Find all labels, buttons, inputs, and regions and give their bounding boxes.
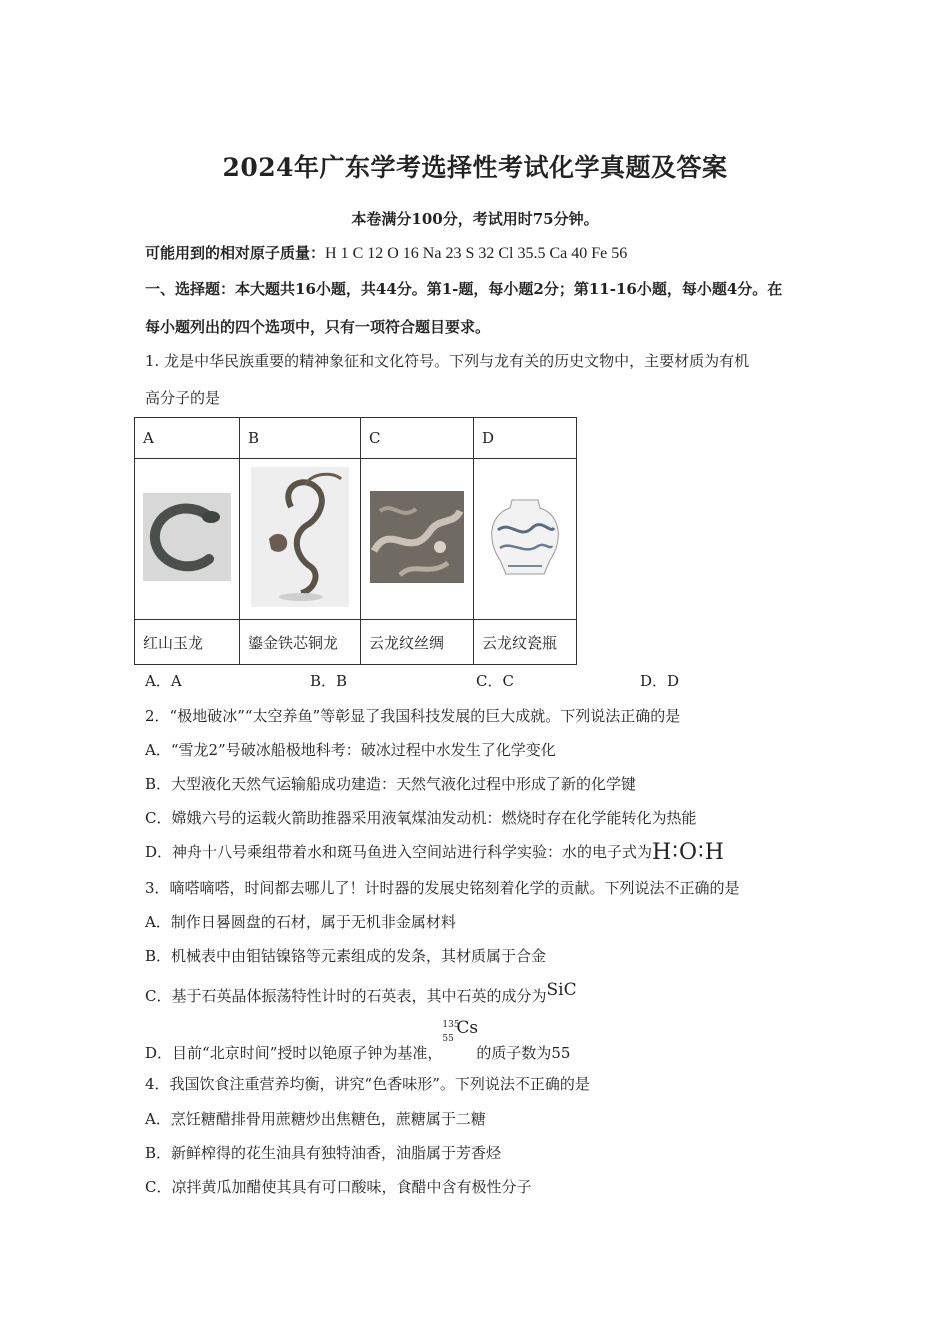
table-header-a: A	[135, 418, 240, 459]
q3-option-c-text: C．基于石英晶体振荡特性计时的石英表，其中石英的成分为	[145, 987, 547, 1005]
q2-option-d-text: D．神舟十八号乘组带着水和斑马鱼进入空间站进行科学实验：水的电子式为	[145, 843, 653, 861]
q3-option-b: B．机械表中由钼钴镍铬等元素组成的发条，其材质属于合金	[145, 947, 547, 965]
q2-stem: 2．“极地破冰”“太空养鱼”等彰显了我国科技发展的巨大成就。下列说法正确的是	[145, 707, 681, 725]
table-header-c: C	[361, 418, 474, 459]
q2-option-a: A．“雪龙2”号破冰船极地科考：破冰过程中水发生了化学变化	[145, 741, 556, 759]
atomic-mass-line	[145, 242, 627, 263]
q3-option-a: A．制作日晷圆盘的石材，属于无机非金属材料	[145, 913, 456, 931]
section-instruction-2: 每小题列出的四个选项中，只有一项符合题目要求。	[145, 318, 491, 336]
jade-dragon-image	[143, 493, 231, 581]
label-cloud-dragon-silk: 云龙纹丝绸	[361, 620, 474, 665]
page-title: 2024年广东学考选择性考试化学真题及答案	[222, 153, 728, 182]
table-header-b: B	[240, 418, 361, 459]
nuclide-atomic-number: 55	[442, 1034, 454, 1044]
sic-formula: SiC	[546, 980, 577, 1000]
q3-option-d-tail: 的质子数为55	[476, 1044, 571, 1062]
water-electron-formula: H∶O∶H	[652, 840, 725, 865]
label-hongshan-jade-dragon: 红山玉龙	[135, 620, 240, 665]
table-header-d: D	[474, 418, 577, 459]
q4-option-c: C．凉拌黄瓜加醋使其具有可口酸味，食醋中含有极性分子	[145, 1178, 532, 1196]
porcelain-vase-image	[484, 494, 566, 580]
q1-stem-1: 1. 龙是中华民族重要的精神象征和文化符号。下列与龙有关的历史文物中，主要材质为有机	[145, 352, 750, 370]
q1-choice-d: D．D	[640, 672, 680, 690]
q3-option-c	[145, 980, 577, 1006]
q4-option-a: A．烹饪糖醋排骨用蔗糖炒出焦糖色，蔗糖属于二糖	[145, 1110, 486, 1128]
bronze-dragon-image	[251, 467, 349, 607]
cell-image-c	[361, 459, 474, 620]
q2-option-c: C．嫦娥六号的运载火箭助推器采用液氧煤油发动机：燃烧时存在化学能转化为热能	[145, 809, 697, 827]
q3-stem: 3．嘀嗒嘀嗒，时间都去哪儿了！计时器的发展史铭刻着化学的贡献。下列说法不正确的是	[145, 879, 740, 897]
q3-option-d	[145, 1018, 571, 1063]
q2-option-b: B．大型液化天然气运输船成功建造：天然气液化过程中形成了新的化学键	[145, 775, 637, 793]
q1-option-table	[134, 417, 577, 665]
section-instruction-1: 一、选择题：本大题共16小题，共44分。第1-题，每小题2分；第11-16小题，每小题4分。在	[145, 280, 783, 298]
q4-stem: 4．我国饮食注重营养均衡，讲究“色香味形”。下列说法不正确的是	[145, 1075, 590, 1093]
atomic-mass-values: H 1 C 12 O 16 Na 23 S 32 Cl 35.5 Ca 40 Fe 56	[325, 245, 628, 262]
nuclide-mass-number: 135	[442, 1020, 460, 1030]
silk-dragon-image	[370, 491, 464, 583]
cell-image-b	[240, 459, 361, 620]
atomic-mass-label: 可能用到的相对原子质量：	[145, 244, 326, 262]
q1-choice-a: A．A	[145, 672, 182, 690]
cell-image-d	[474, 459, 577, 620]
nuclide-symbol: Cs	[456, 1018, 479, 1038]
label-cloud-dragon-vase: 云龙纹瓷瓶	[474, 620, 577, 665]
q1-stem-2: 高分子的是	[145, 389, 221, 407]
cesium-nuclide	[442, 1018, 479, 1052]
q4-option-b: B．新鲜榨得的花生油具有独特油香，油脂属于芳香烃	[145, 1144, 502, 1162]
label-gilt-bronze-dragon: 鎏金铁芯铜龙	[240, 620, 361, 665]
q1-choice-b: B．B	[310, 672, 348, 690]
cell-image-a	[135, 459, 240, 620]
exam-info: 本卷满分100分，考试用时75分钟。	[351, 210, 599, 228]
q1-choice-c: C．C	[476, 672, 514, 690]
q3-option-d-text: D．目前“北京时间”授时以铯原子钟为基准，	[145, 1044, 443, 1062]
q2-option-d	[145, 840, 725, 865]
